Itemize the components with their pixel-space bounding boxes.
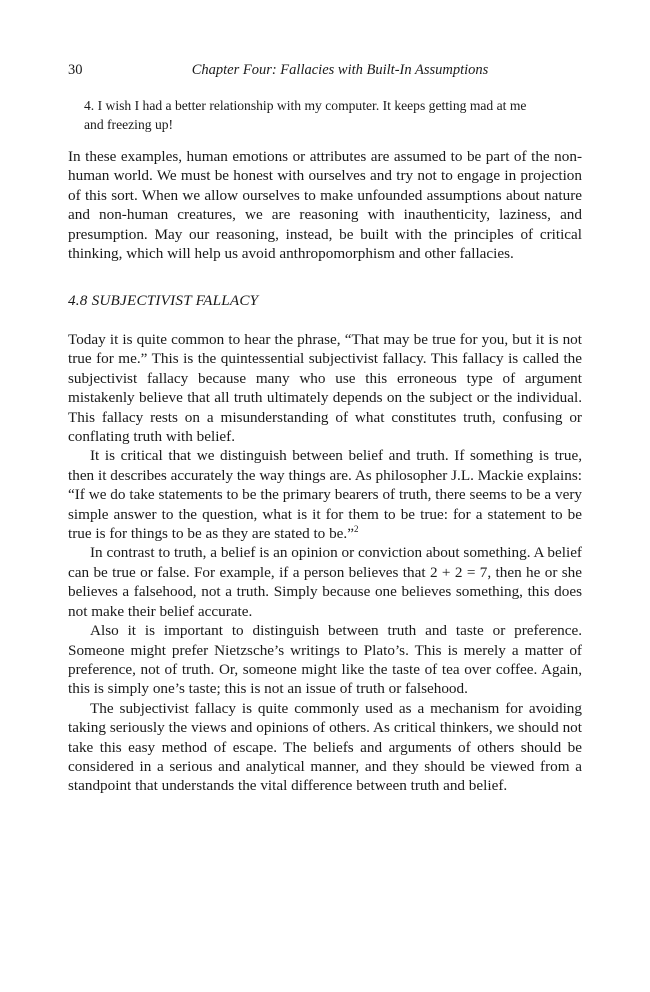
- running-head: Chapter Four: Fallacies with Built-In Assumptions: [191, 62, 489, 78]
- paragraph-1: Today it is quite common to hear the phrase, “That may be true for you, but it is not true for me.” This is the quintessential subjectivist fallacy. This fallacy is called the subjectivist fallacy because many who use this erroneous type of argument mistakenly believe that all truth ultimately depends on the subject or the individual. This fallacy rests on a misunderstanding of what constitutes truth, confusing or conflating truth with belief.: [68, 331, 582, 446]
- section-heading: 4.8 SUBJECTIVIST FALLACY: [68, 292, 259, 309]
- paragraph-4: Also it is important to distinguish between truth and taste or preference. Someone might prefer Nietzsche’s writings to Plato’s. This is merely a matter of preference, not of truth. Or, someone might like the taste of tea over coffee. Again, this is simply one’s taste; this is not an issue of truth or falsehood.: [68, 622, 582, 698]
- paragraph-5: The subjectivist fallacy is quite commonly used as a mechanism for avoiding taking seriously the views and opinions of others. As critical thinkers, we should not take this easy method of escape. The beliefs and arguments of others should be considered in a serious and analytical manner, and they should be viewed from a standpoint that understands the vital difference between truth and belief.: [68, 699, 582, 795]
- section-body: [68, 330, 582, 796]
- paragraph-3: In contrast to truth, a belief is an opinion or conviction about something. A belief can be true or false. For example, if a person believes that 2 + 2 = 7, then he or she believes a falsehood, not a truth. Simply because one believes something, this does not make their belief accurate.: [68, 544, 582, 620]
- paragraph-2-text: It is critical that we distinguish between belief and truth. If something is true, then it describes accurately the way things are. As philosopher J.L. Mackie explains: “If we do take statements to be the primary bearers of truth, there seems to be a very simple answer to the question, what is it for them to be true: for a statement to be true is for things to be as they are stated to be.”: [68, 447, 582, 543]
- footnote-marker: 2: [353, 524, 359, 534]
- intro-paragraph: In these examples, human emotions or attributes are assumed to be part of the non-human world. We must be honest with ourselves and try not to engage in projection of this sort. When we allow ourselves to make unfounded assumptions about nature and non-human creatures, we are reasoning with inauthenticity, laziness, and presumption. May our reasoning, instead, be built with the principles of critical thinking, which will help us avoid anthropomorphism and other fallacies.: [68, 148, 582, 263]
- intro-paragraph-block: [68, 147, 582, 263]
- page-header: [68, 62, 582, 84]
- page-number: 30: [68, 62, 83, 78]
- paragraph-2: [68, 446, 582, 543]
- example-list-item: 4. I wish I had a better relationship with my computer. It keeps getting mad at me and freezing up!: [84, 98, 527, 132]
